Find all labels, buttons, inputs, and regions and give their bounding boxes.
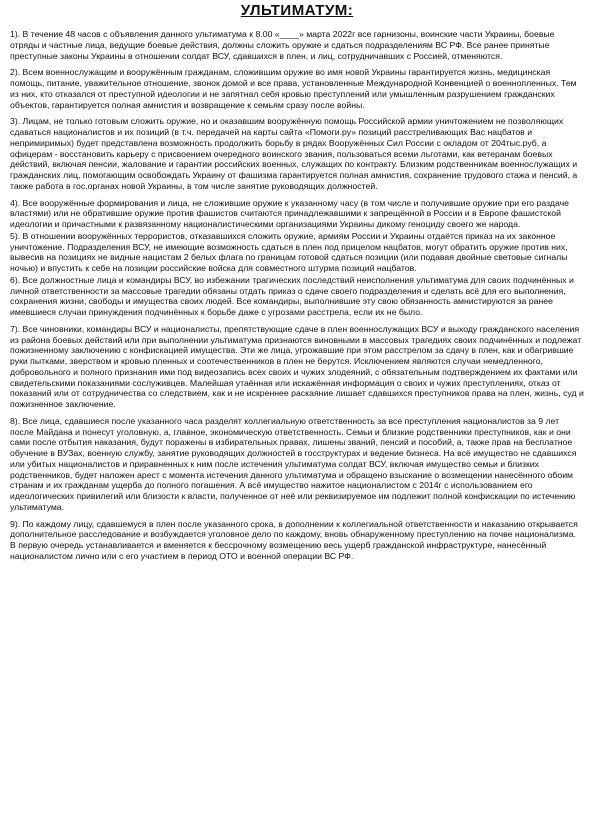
- paragraph-7: 7). Все чиновники, командиры ВСУ и националисты, препятствующие сдаче в плен военнослужащих ВСУ и выходу гражданского населения из района боевых действий или при выполнении ультиматума признаются виновными в массовых трагедиях своих подчинённых и подлежат пожизненному заключению с конфискацией имущества. Эти же лица, угрожавшие при этом расстрелом за сдачу в плен, как и обагрившие руки пытками, зверством и кровью пленных и соотечественников в плен не берутся. Исключением являются случаи немедленного, добровольного и полного признания ими под видеозапись всех своих и чужих злодеяний, с обязательным подтверждением их фактами или свидетельскими показаниями сослуживцев. Малейшая утаённая или искажённая информация о своих и чужих преступлениях, отказ от показаний или от сотрудничества со следствием, как и не искреннее раскаяние лишает сдавшихся преступников права на плен, жизнь, суд и пожизненное заключение.: [10, 323, 584, 409]
- paragraph-1: 1). В течение 48 часов с объявления данного ультиматума к 8.00 «____» марта 2022г все гарнизоны, воинские части Украины, боевые отряды и частные лица, ведущие боевые действия, должны сложить оружие и сдаться подразделениям ВС РФ. Все ранее принятые преступные законы Украины в отношении солдат ВСУ, сдавшихся в плен, и лиц, сотрудничавших с Россией, отменяются.: [10, 29, 555, 61]
- paragraph-2: 2). Всем военнослужащим и вооружённым гражданам, сложившим оружие во имя новой Украины гарантируется жизнь, медицинская помощь, питание, уважительное отношение, звонок домой и все права, установленные Международной Конвенцией о военнопленных. Тем из них, кто отказался от преступной идеологии и не запятнал себя кровью преступлений или умышленным разрушением гражданских объектов, гарантируется полная амнистия и возвращение к семьям сразу после войны.: [10, 67, 577, 110]
- paragraph-8: 8). Все лица, сдавшиеся после указанного часа разделят коллегиальную ответственность за все преступления националистов за 9 лет после Майдана и понесут уголовную, а, главное, экономическую ответственность. Семьи и близкие родственники преступников, как и они сами после отбытия наказания, будут поражены в избирательных правах, лишены званий, пенсий и пособий, а, также прав на бесплатное обучение в ВУЗах, военную службу, занятие руководящих должностей в госструктурах и ведение бизнеса. На всё имущество не сдавшихся или убитых националистов и приравненных к ним после истечения ультиматума солдат ВСУ, включая имущество семьи и близких родственников, будет наложен арест с момента истечения данного ультиматума и обращено взыскание о возмещении нанесённого обоим странам и их гражданам ущерба до полного погашения. А всё имущество нажитое националистом с 2014г с использованием его идеологических привилегий или близости к власти, полученное от неё или реквизируемое им подлежит полной конфискации по истечению ультиматума.: [10, 415, 577, 512]
- paragraph-9: 9). По каждому лицу, сдавшемуся в плен после указанного срока, в дополнении к коллегиальной ответственности и наказанию открывается дополнительное расследование и возбуждается уголовное дело по каждому, вновь обнаруженному преступлению на почве национализма. В первую очередь устанавливается и вменяется к бессрочному возмещению весь ущерб гражданской инфраструктуре, нанесённый националистом лично или с его участием в период ОТО и военной операции ВС РФ.: [10, 518, 578, 561]
- paragraph-4: 4). Все вооружённые формирования и лица, не сложившие оружие к указанному часу (в том числе и получившие оружие при его раздаче властями) или не обратившие оружие против фашистов считаются принадлежавшими к запрещённой в России и в Европе фашистской идеологии и причастными к развязанному националистическими организациями Украины дикому геноциду своего же народа.: [10, 197, 569, 229]
- document-title: УЛЬТИМАТУМ:: [240, 2, 354, 19]
- paragraph-6: 6). Все должностные лица и командиры ВСУ, во избежании трагических последствий неисполнения ультиматума для своих подчинённых и личной ответственности за массовые трагедии обязаны отдать приказ о сдаче своего подразделения и сделать всё для его выполнения, сохранения жизни, свободы и имущества своих людей. Все командиры, выполнившие эту свою обязанность амнистируются за ранее имевшиеся случаи принуждения подчинённых к борьбе даже с угрозами расстрела, если их не было.: [10, 274, 574, 317]
- paragraph-3: 3). Лицам, не только готовым сложить оружие, но и оказавшим вооружённую помощь Российской армии уничтожением не позволяющих сдаваться националистов и их позиций (в т.ч. передачей на карты сайта «Помоги.ру» позиций расстреливающих Вас нацбатов и непримиримых) будет представлена возможность продолжить борьбу в рядах Вооружённых Сил России с окладом от 204тыс.руб, а офицерам - восстановить карьеру с присвоением очередного воинского звания, пользоваться всеми льготами, как ветеранам боевых действий, включая пенсии, жалование и гарантии российских военных, служащих по контракту. Близким родственникам военнослужащих и гражданских лиц, помогающим освобождать Украину от фашизма гарантируется полная амнистия, сохранение трудового стажа и пенсий, а также работа в гос.органах новой Украины, в том числе занятие руководящих должностей.: [10, 116, 578, 191]
- paragraph-5: 5). В отношении вооружённых террористов, отказавшихся сложить оружие, армиям России и Украины отдаётся приказ на их законное уничтожение. Подразделения ВСУ, не имеющие возможность сдаться в плен под прицелом нацбатов, могут обратить оружие против них, вывесив на позициях не видные нацистам 2 белых флага по границам готовой сдаться позиции (или подавая двойные световые сигналы ночью) и впустить к себе на позиции российские войска для совместного штурма позиций нацбатов.: [10, 230, 568, 273]
